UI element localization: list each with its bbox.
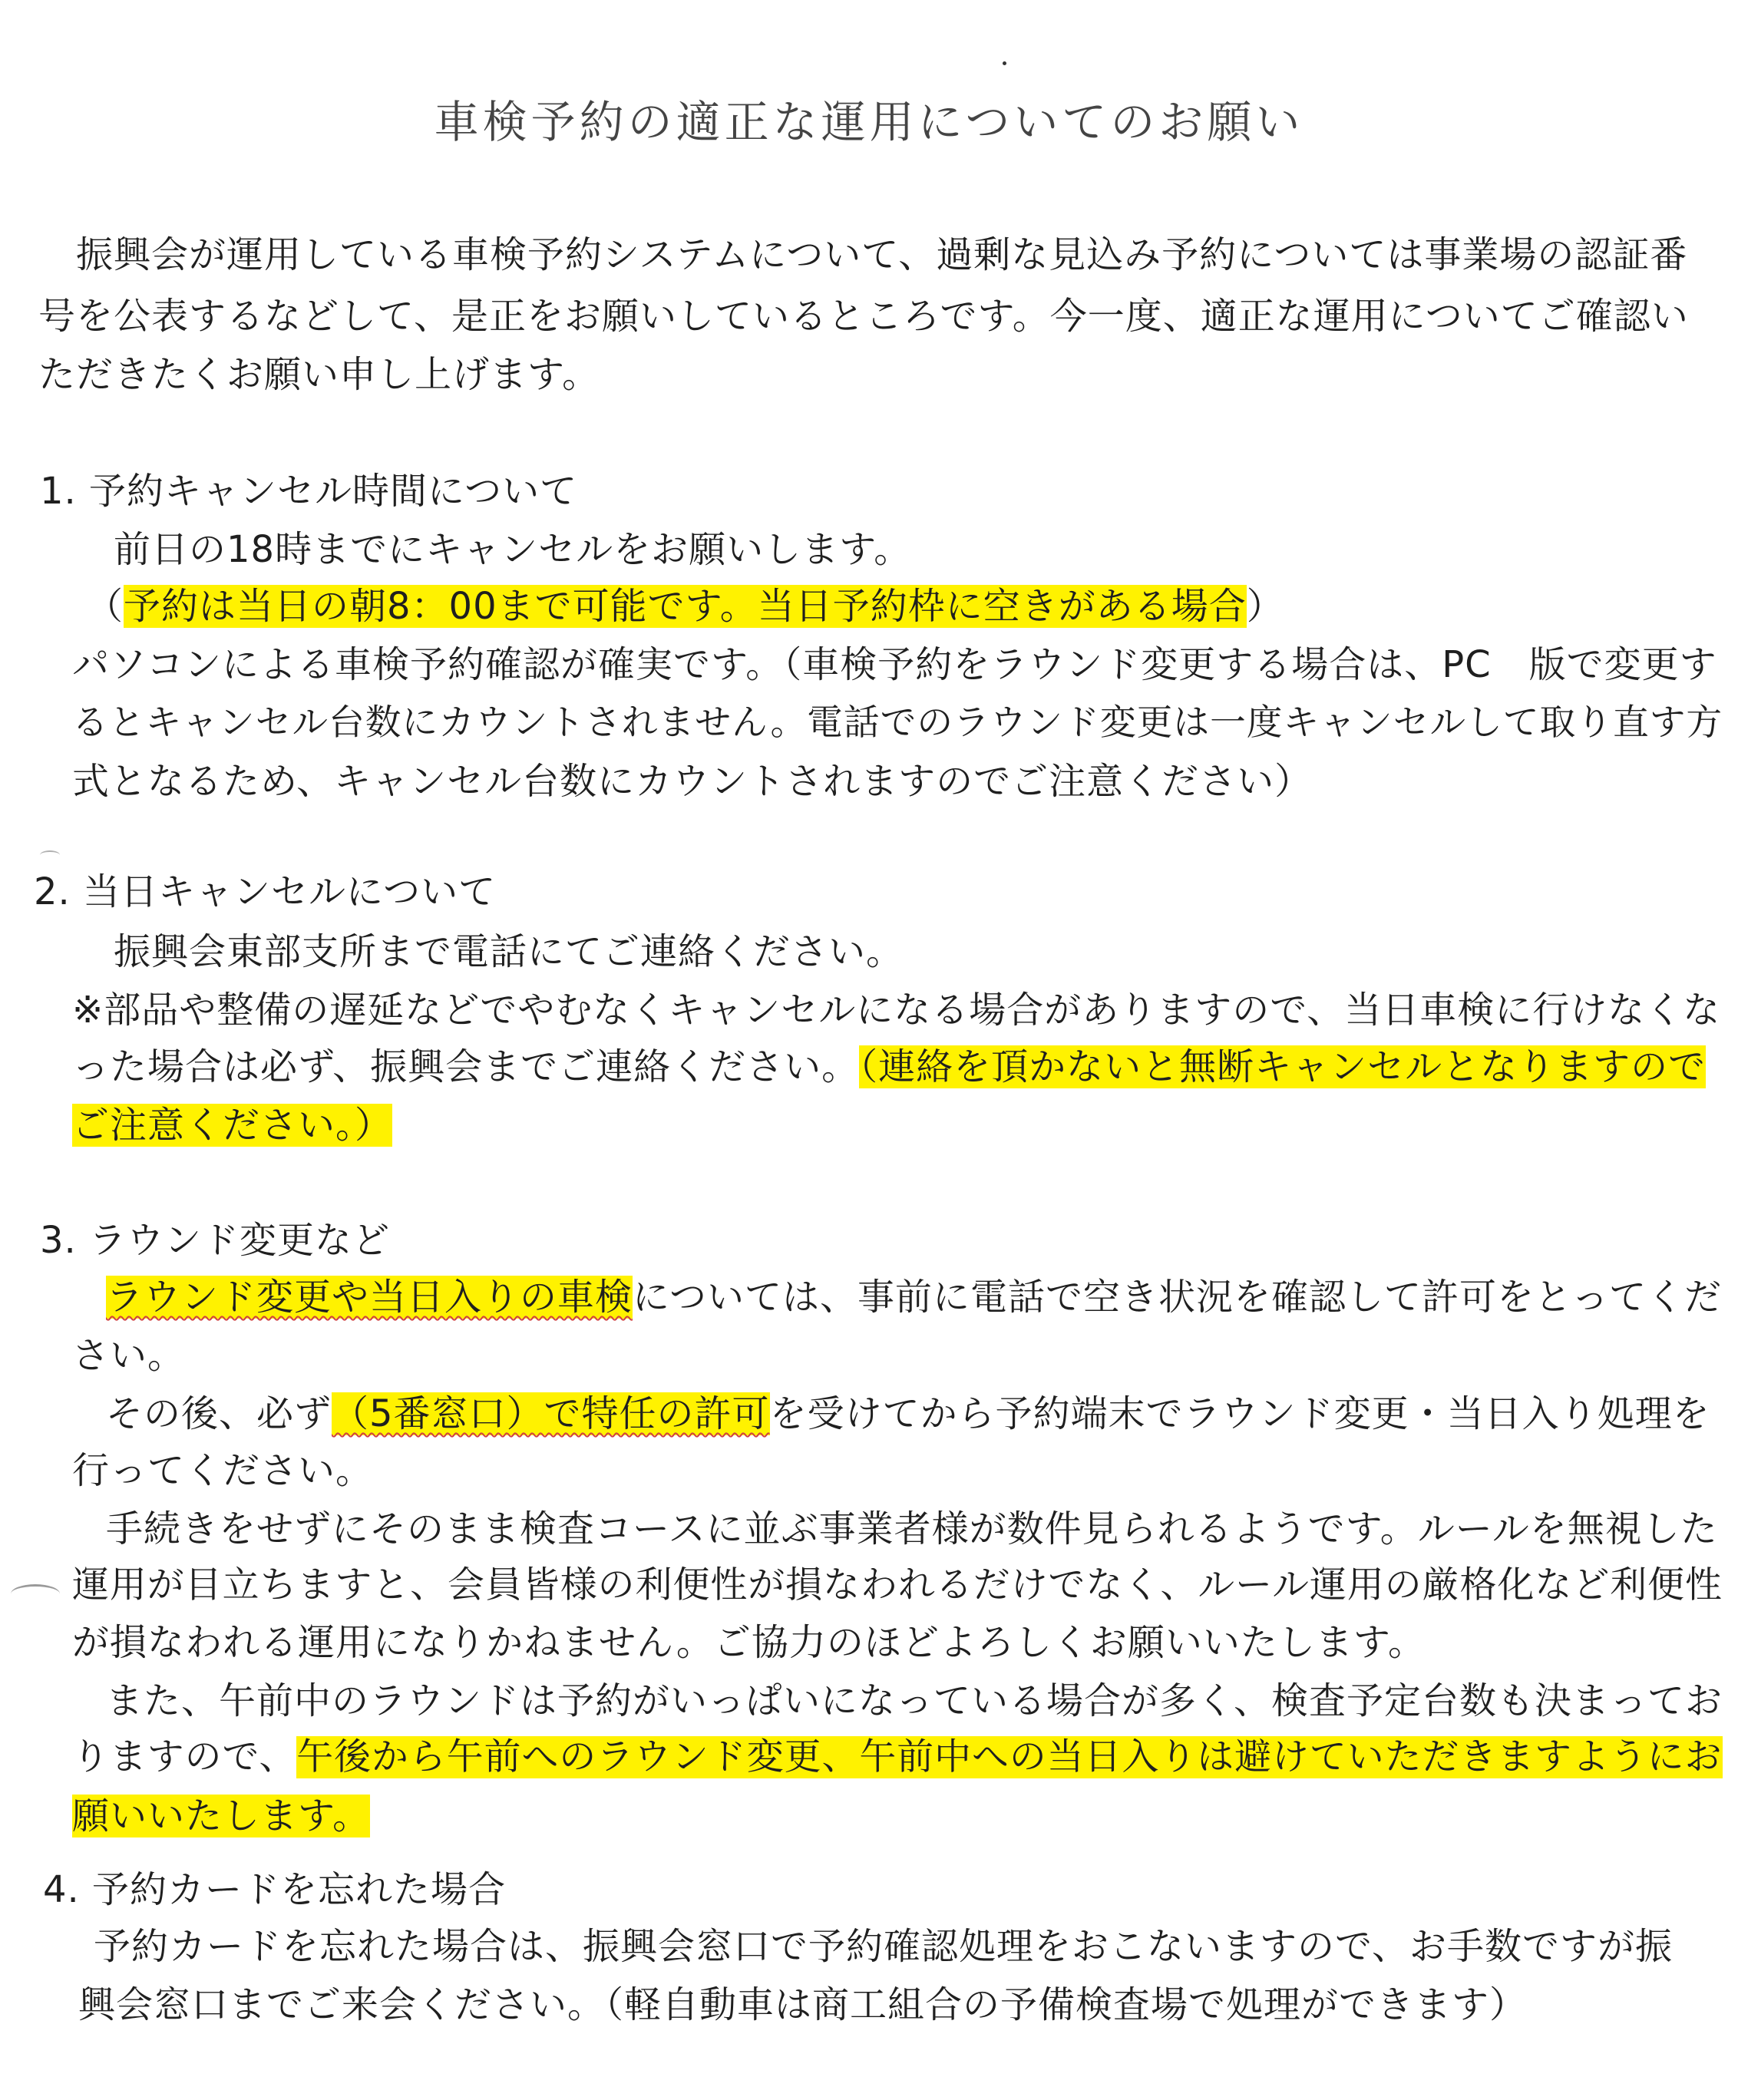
intro-line: ただきたくお願い申し上げます。 [38, 353, 600, 396]
section-1-note [86, 583, 1284, 629]
section-3-text [72, 1506, 1718, 1552]
highlighted-text: （5番窓口）で特任の許可 [332, 1392, 770, 1435]
section-4-text: 興会窓口までご来会ください。（軽自動車は商工組合の予備検査場で処理ができます） [78, 1983, 1528, 2026]
section-1-text: 式となるため、キャンセル台数にカウントされますのでご注意ください） [72, 760, 1313, 803]
section-3-text: 運用が目立ちますと、会員皆様の利便性が損なわれるだけでなく、ルール運用の厳格化など利便性 [72, 1564, 1723, 1606]
section-1-heading: 1. 予約キャンセル時間について [40, 470, 578, 513]
section-2-text: ※部品や整備の遅延などでやむなくキャンセルになる場合がありますので、当日車検に行けなくな [72, 989, 1721, 1032]
paren-open: （ [86, 585, 124, 628]
section-4-heading: 4. 予約カードを忘れた場合 [43, 1868, 507, 1911]
section-1-text: るとキャンセル台数にカウントされません。電話でのラウンド変更は一度キャンセルして取り直す方 [72, 702, 1723, 744]
highlighted-text: 予約は当日の朝8：00まで可能です。当日予約枠に空きがある場合 [124, 585, 1247, 628]
plain-text: また、午前中のラウンドは予約がいっぱいになっている場合が多く、検査予定台数も決まってお [106, 1679, 1723, 1722]
section-4-text: 予約カードを忘れた場合は、振興会窓口で予約確認処理をおこないますので、お手数ですが振 [94, 1925, 1674, 1968]
intro-line: 号を公表するなどして、是正をお願いしているところです。今一度、適正な運用についてご確認い [38, 295, 1689, 338]
highlighted-text: 願いいたします。 [72, 1795, 371, 1838]
plain-text: その後、必ず [106, 1392, 332, 1435]
section-1-text: パソコンによる車検予約確認が確実です。（車検予約をラウンド変更する場合は、PC 版で変更す [72, 643, 1717, 686]
scan-mark [11, 1584, 60, 1603]
section-3-text: さい。 [72, 1334, 186, 1377]
scan-mark [40, 850, 60, 860]
plain-text: については、事前に電話で空き状況を確認して許可をとってくだ [633, 1276, 1723, 1319]
section-3-text [72, 1735, 1723, 1781]
section-2-heading: 2. 当日キャンセルについて [34, 870, 497, 913]
plain-text: 手続きをせずにそのまま検査コースに並ぶ事業者様が数件見られるようです。ルールを無視した [106, 1507, 1718, 1550]
scan-speck [1003, 61, 1006, 65]
document-title: 車検予約の適正な運用についてのお願い [434, 96, 1304, 148]
section-3-text: が損なわれる運用になりかねません。ご協力のほどよろしくお願いいたします。 [72, 1621, 1426, 1664]
highlighted-text: 午後から午前へのラウンド変更、午前中への当日入りは避けていただきますようにお [296, 1736, 1723, 1778]
section-3-text [72, 1391, 1710, 1437]
highlighted-text: ご注意ください。） [72, 1104, 393, 1147]
highlighted-text: ラウンド変更や当日入りの車検 [106, 1276, 633, 1319]
section-3-text: 行ってください。 [72, 1449, 374, 1492]
section-2-text: 振興会東部支所まで電話にてご連絡ください。 [114, 930, 904, 973]
intro-line: 振興会が運用している車検予約システムについて、過剰な見込み予約については事業場の認証番 [38, 233, 1688, 276]
section-3-text [72, 1274, 1722, 1320]
section-3-text [72, 1793, 370, 1839]
plain-text: った場合は必ず、振興会までご連絡ください。 [72, 1045, 860, 1088]
plain-text: を受けてから予約端末でラウンド変更・当日入り処理を [769, 1392, 1710, 1435]
highlighted-text: （連絡を頂かないと無断キャンセルとなりますので [859, 1045, 1707, 1088]
section-2-text [72, 1102, 392, 1148]
section-1-text: 前日の18時までにキャンセルをお願いします。 [114, 528, 912, 571]
section-3-text [72, 1678, 1723, 1724]
section-2-text [72, 1044, 1706, 1090]
paren-close: ） [1246, 585, 1284, 628]
plain-text: りますので、 [72, 1736, 297, 1778]
section-3-heading: 3. ラウンド変更など [40, 1219, 391, 1262]
